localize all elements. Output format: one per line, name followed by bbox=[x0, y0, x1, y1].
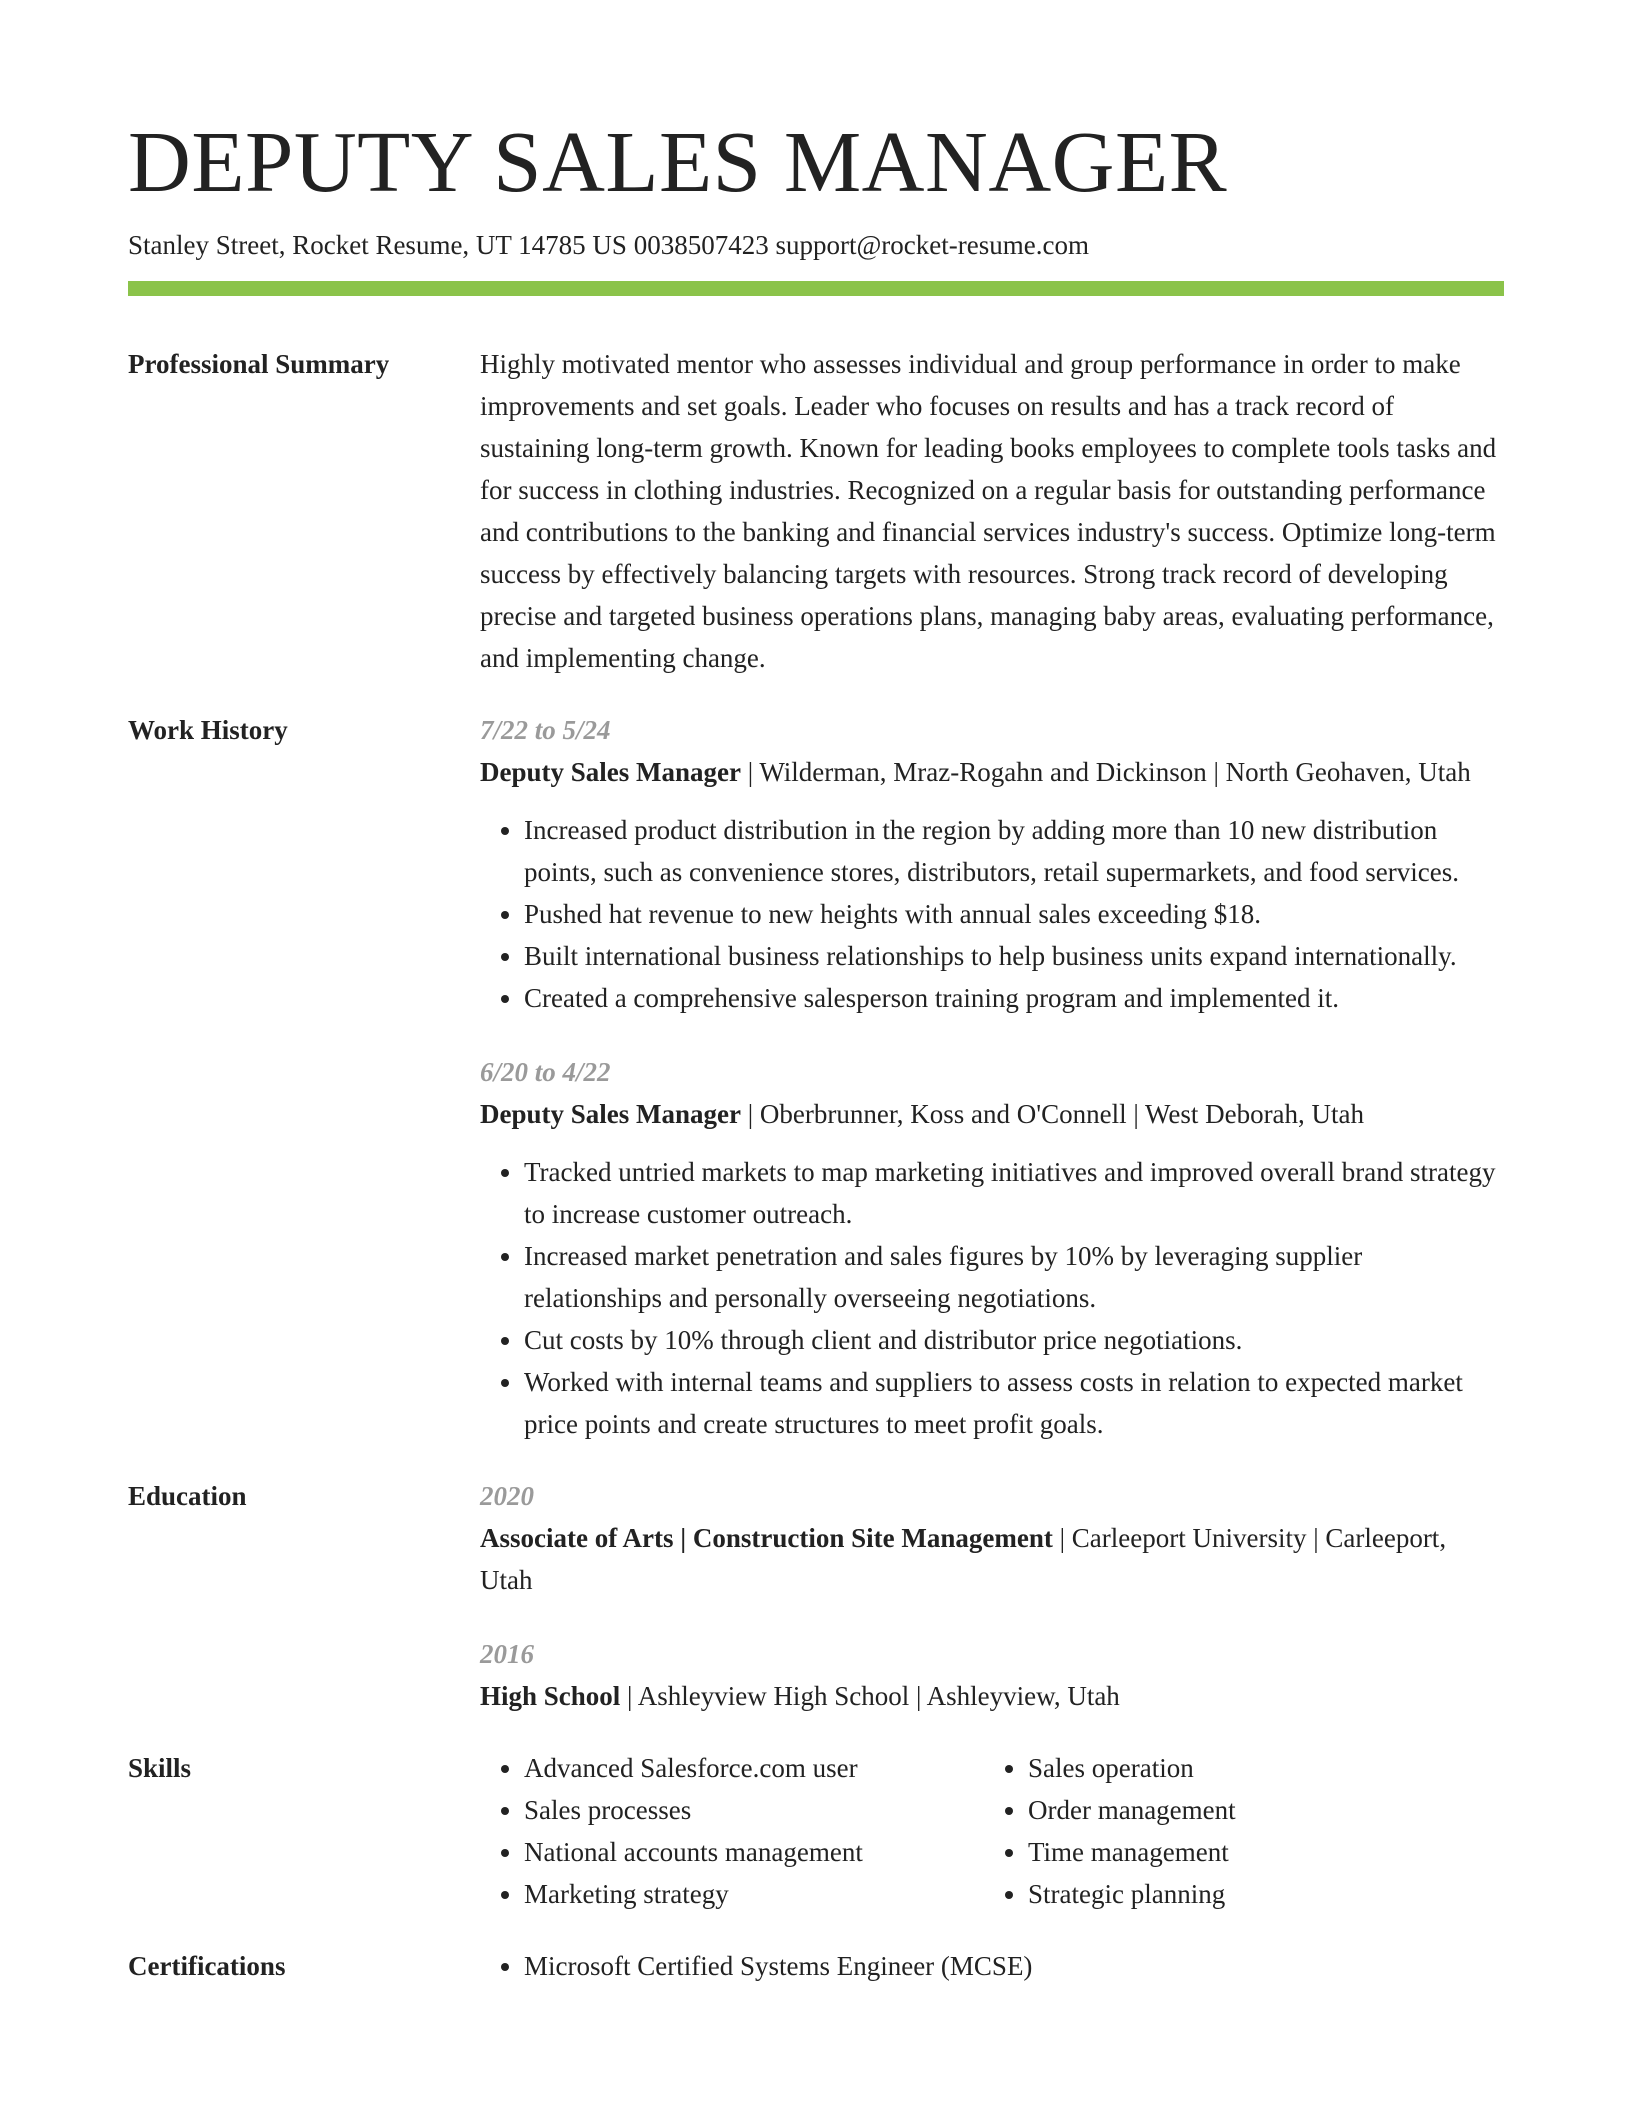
section-label-certifications: Certifications bbox=[128, 1951, 286, 1982]
certifications-section bbox=[128, 1945, 1504, 1987]
resume-page bbox=[128, 0, 1504, 1987]
skills-column-2 bbox=[984, 1747, 1488, 1915]
job-role-line bbox=[480, 1093, 1504, 1135]
job-title: Deputy Sales Manager bbox=[480, 1099, 741, 1130]
job-bullet: • Created a comprehensive salesperson training program and implemented it. bbox=[524, 977, 1504, 1019]
education-section bbox=[128, 1475, 1504, 1717]
job-bullet: • Tracked untried markets to map marketing initiatives and improved overall brand strategy to increase customer outreach. bbox=[524, 1151, 1504, 1235]
job-employer-location: | Oberbrunner, Koss and O'Connell | West Deborah, Utah bbox=[740, 1099, 1365, 1130]
skill-item: • Order management bbox=[1028, 1789, 1488, 1831]
education-degree: High School bbox=[480, 1681, 621, 1712]
job-employer-location: | Wilderman, Mraz-Rogahn and Dickinson | North Geohaven, Utah bbox=[740, 757, 1471, 788]
skills-section bbox=[128, 1747, 1504, 1915]
job-entry bbox=[480, 709, 1504, 1019]
job-bullet: • Cut costs by 10% through client and distributor price negotiations. bbox=[524, 1319, 1504, 1361]
section-label-summary: Professional Summary bbox=[128, 349, 390, 380]
job-bullet: • Pushed hat revenue to new heights with annual sales exceeding $18. bbox=[524, 893, 1504, 935]
skill-item: • Strategic planning bbox=[1028, 1873, 1488, 1915]
skill-item: • Time management bbox=[1028, 1831, 1488, 1873]
education-line bbox=[480, 1675, 1504, 1717]
skills-column-1 bbox=[480, 1747, 984, 1915]
job-dates: 7/22 to 5/24 bbox=[480, 715, 611, 746]
work-history-section bbox=[128, 709, 1504, 1445]
header-divider bbox=[128, 281, 1504, 296]
resume-title: DEPUTY SALES MANAGER bbox=[128, 113, 1228, 210]
section-label-skills: Skills bbox=[128, 1753, 192, 1784]
job-bullet: • Increased product distribution in the region by adding more than 10 new distribution points, such as convenience stores, distributors, retail supermarkets, and food services. bbox=[524, 809, 1504, 893]
skill-item: • Sales processes bbox=[524, 1789, 984, 1831]
education-entry bbox=[480, 1633, 1504, 1717]
job-role-line bbox=[480, 751, 1504, 793]
job-dates: 6/20 to 4/22 bbox=[480, 1057, 611, 1088]
education-year: 2016 bbox=[480, 1639, 534, 1670]
job-bullet: • Increased market penetration and sales figures by 10% by leveraging supplier relationships and personally overseeing negotiations. bbox=[524, 1235, 1504, 1319]
contact-line: Stanley Street, Rocket Resume, UT 14785 US 0038507423 support@rocket-resume.com bbox=[128, 230, 1089, 260]
education-school-location: | Carleeport University | Carleeport, Utah bbox=[480, 1523, 1447, 1596]
education-school-location: | Ashleyview High School | Ashleyview, Utah bbox=[620, 1681, 1120, 1712]
skill-item: • National accounts management bbox=[524, 1831, 984, 1873]
certifications-list bbox=[480, 1945, 1504, 1987]
summary-section bbox=[128, 343, 1504, 679]
education-year: 2020 bbox=[480, 1481, 534, 1512]
job-bullet: • Built international business relationships to help business units expand internationally. bbox=[524, 935, 1504, 977]
education-degree: Associate of Arts | Construction Site Management bbox=[480, 1523, 1053, 1554]
skill-item: • Advanced Salesforce.com user bbox=[524, 1747, 984, 1789]
job-bullet: • Worked with internal teams and suppliers to assess costs in relation to expected market price points and create structures to meet profit goals. bbox=[524, 1361, 1504, 1445]
job-bullets bbox=[480, 1151, 1504, 1445]
job-bullets bbox=[480, 809, 1504, 1019]
section-label-education: Education bbox=[128, 1481, 247, 1512]
education-entry bbox=[480, 1475, 1504, 1601]
certification-item: • Microsoft Certified Systems Engineer (MCSE) bbox=[524, 1945, 1504, 1987]
skill-item: • Sales operation bbox=[1028, 1747, 1488, 1789]
skill-item: • Marketing strategy bbox=[524, 1873, 984, 1915]
skills-columns bbox=[480, 1747, 1504, 1915]
section-label-work: Work History bbox=[128, 715, 288, 746]
job-entry bbox=[480, 1051, 1504, 1445]
job-title: Deputy Sales Manager bbox=[480, 757, 741, 788]
education-line bbox=[480, 1517, 1504, 1601]
summary-text: Highly motivated mentor who assesses individual and group performance in order to make improvements and set goals. Leader who focuses on results and has a track record of sustaining long-term growth. Known for leading books employees to complete tools tasks and for success in clothing industries. Recognized on a regular basis for outstanding performance and contributions to the banking and financial services industry's success. Optimize long-term success by effectively balancing targets with resources. Strong track record of developing precise and targeted business operations plans, managing baby areas, evaluating performance, and implementing change. bbox=[480, 349, 1497, 674]
